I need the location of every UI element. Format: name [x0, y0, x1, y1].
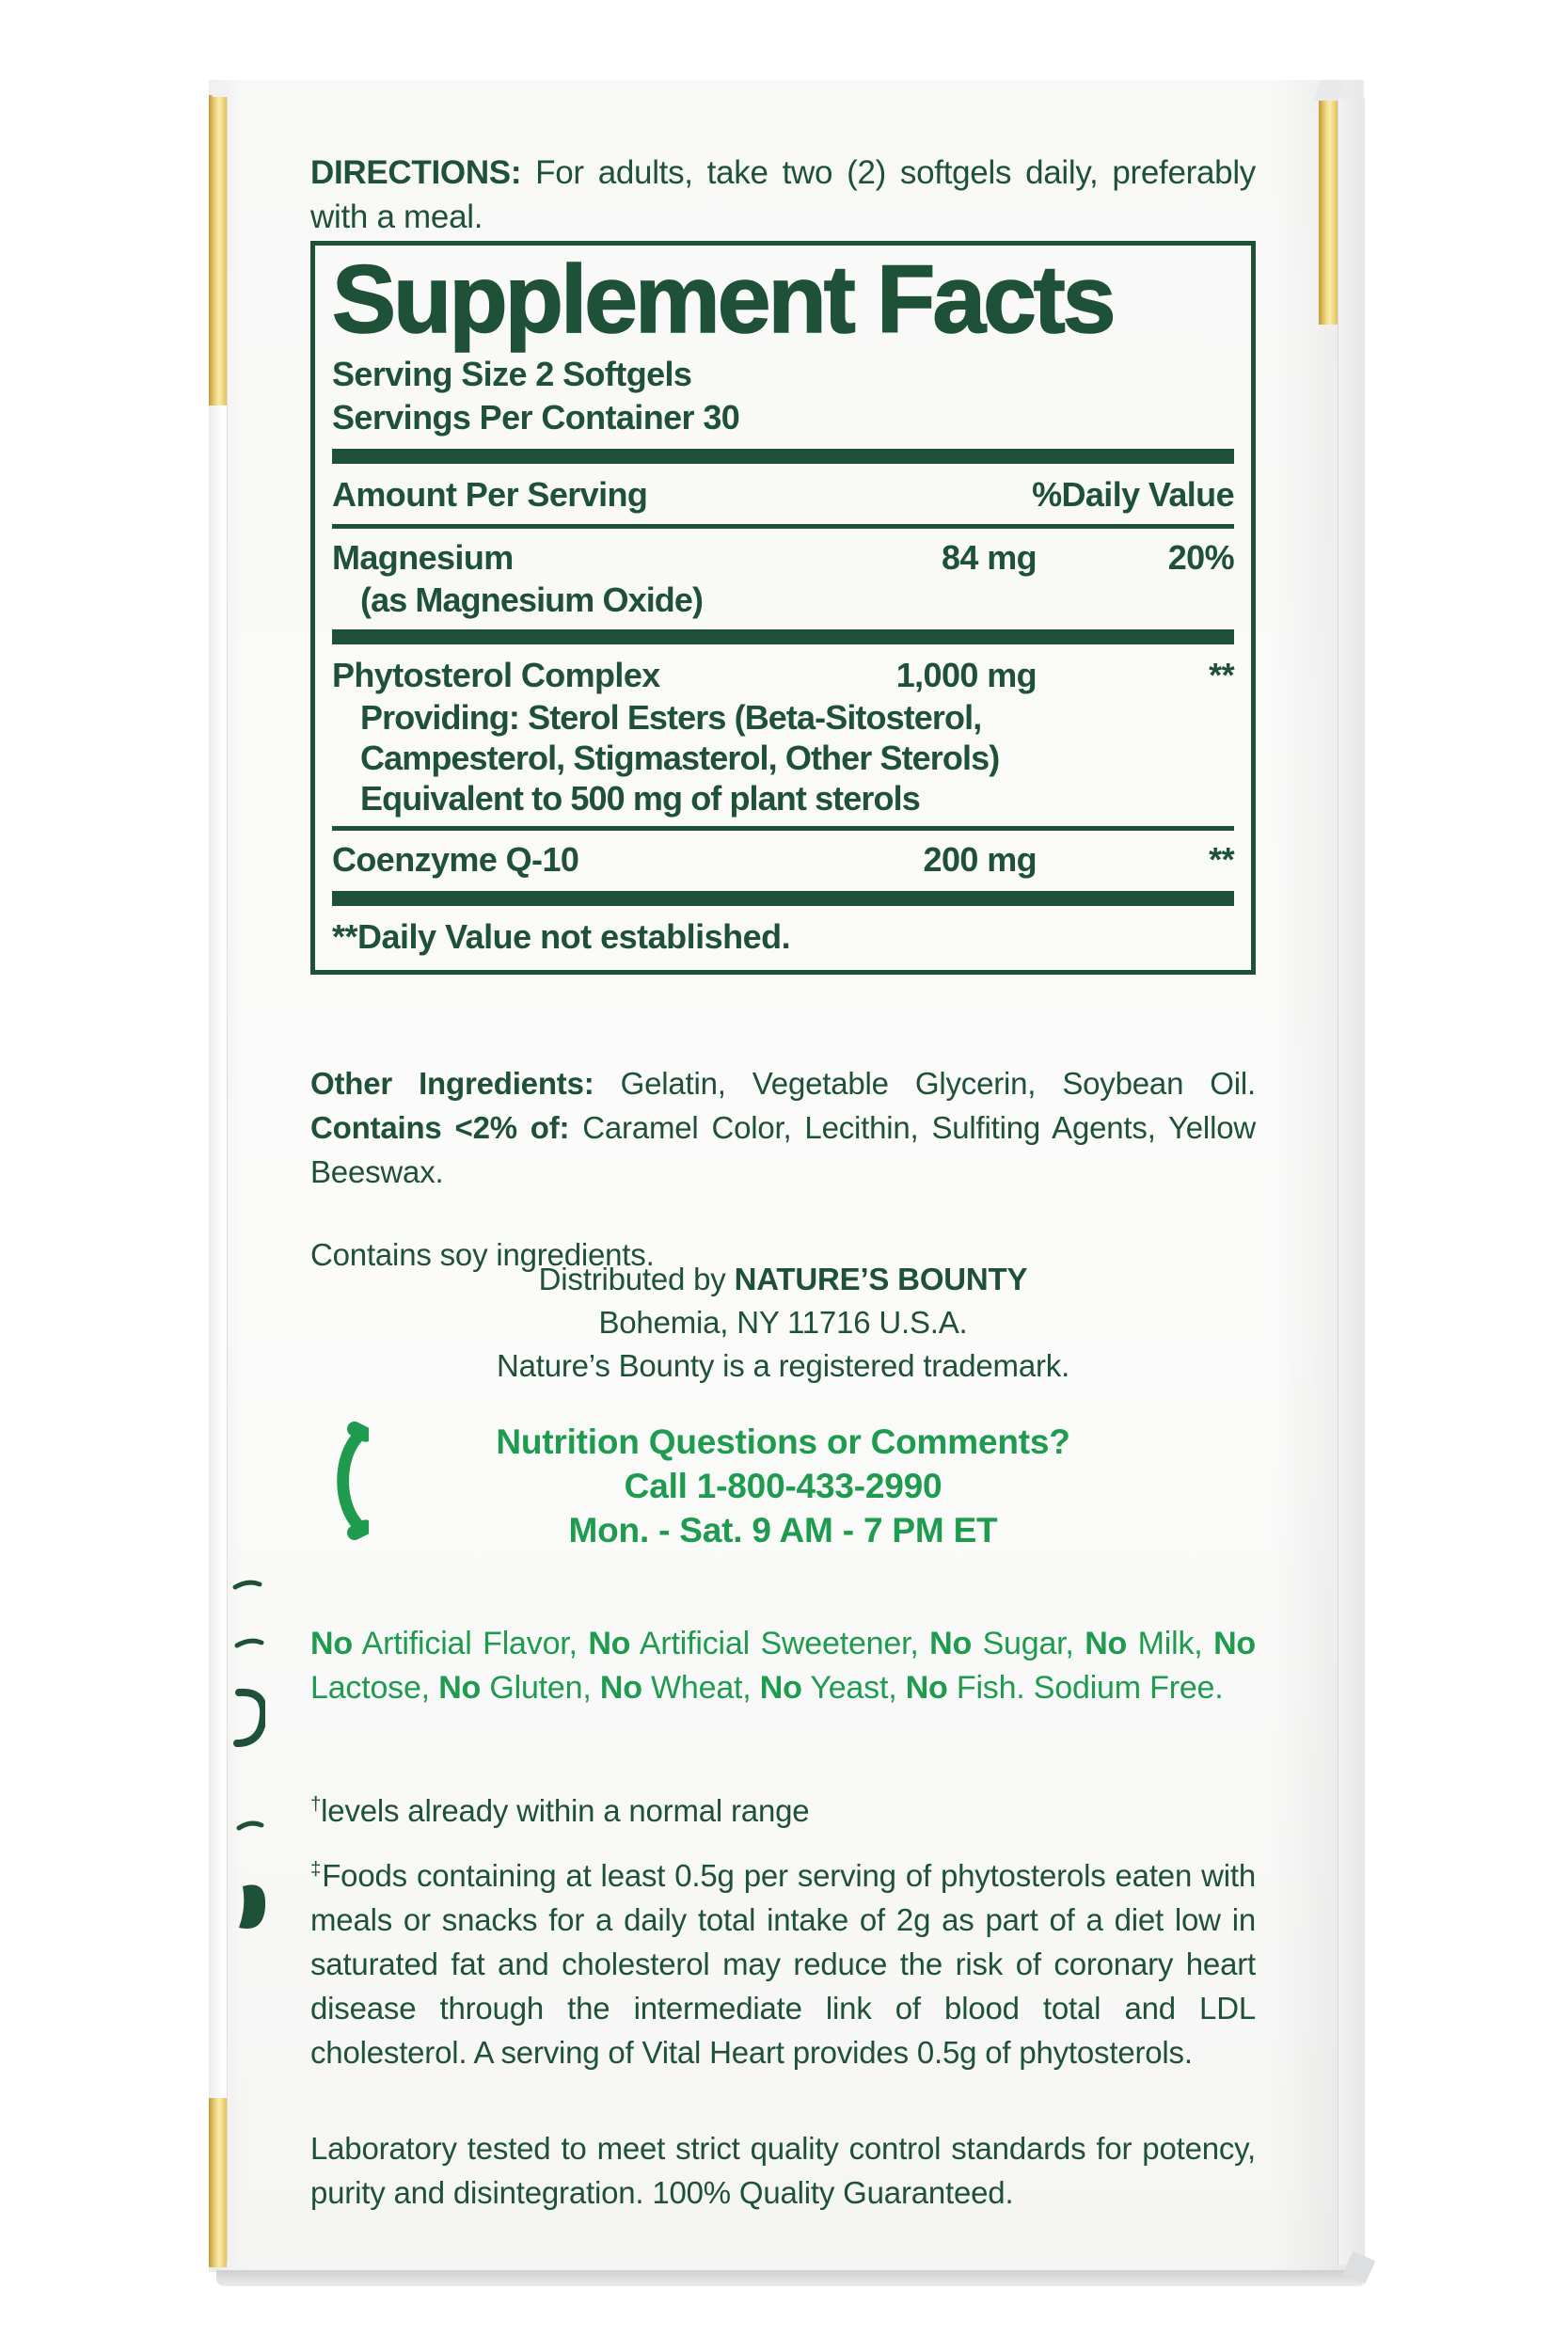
nutrient-subline: Campesterol, Stigmasterol, Other Sterols) [360, 739, 1000, 777]
claims-no: No [905, 1670, 948, 1706]
gold-foil-edge-left-top [209, 95, 227, 405]
claims-no: No [599, 1670, 642, 1706]
claims-no: No [929, 1626, 973, 1661]
product-box-back-panel [209, 80, 1364, 2272]
double-dagger-symbol: ‡ [310, 1858, 323, 1880]
contact-block [310, 1420, 1256, 1552]
other-ingredients-label: Other Ingredients: [310, 1066, 594, 1101]
claims-text: Yeast, [801, 1670, 906, 1706]
facts-header-row [332, 473, 1234, 516]
edge-print-fragments [226, 1578, 265, 1945]
contact-phone-number: Call 1-800-433-2990 [624, 1467, 942, 1505]
divider-thick [332, 891, 1234, 906]
gold-foil-edge-right-top [1319, 97, 1338, 325]
nutrient-row-phytosterol [332, 654, 1234, 697]
trademark-note: Nature’s Bounty is a registered trademark. [496, 1348, 1070, 1383]
box-corner-tip-top-left [209, 82, 231, 97]
claims-text: Wheat, [641, 1670, 760, 1706]
contact-hours: Mon. - Sat. 9 AM - 7 PM ET [568, 1511, 998, 1549]
contains-2pct-text: Caramel Color, Lecithin, Sulfiting Agents, Yellow Beeswax. [310, 1110, 1256, 1189]
divider-thick [332, 449, 1234, 464]
gold-foil-edge-left-bottom [209, 2098, 227, 2267]
nutrient-subline: Equivalent to 500 mg of plant sterols [360, 779, 920, 818]
nutrient-amount: 84 mg [941, 538, 1037, 577]
other-ingredients-text: Gelatin, Vegetable Glycerin, Soybean Oil. [594, 1066, 1256, 1101]
divider-thin [332, 524, 1234, 529]
quality-guarantee-paragraph: Laboratory tested to meet strict quality control standards for potency, purity and disintegration. 100% Quality Guaranteed. [310, 2131, 1256, 2210]
box-corner-tip-top-right [1313, 80, 1344, 101]
claims-no: No [588, 1626, 631, 1661]
box-side-face-right [1338, 99, 1365, 2265]
claims-text: Sugar, [972, 1626, 1085, 1661]
brand-name: NATURE’S BOUNTY [734, 1262, 1028, 1296]
daily-value-footnote: **Daily Value not established. [332, 917, 791, 956]
directions-label: DIRECTIONS: [310, 154, 522, 191]
directions-paragraph [310, 151, 1256, 239]
free-of-claims-paragraph [310, 1622, 1256, 1710]
claims-no: No [1085, 1626, 1128, 1661]
claims-text: Milk, [1127, 1626, 1214, 1661]
contact-question-line: Nutrition Questions or Comments? [496, 1422, 1070, 1461]
double-dagger-footnote [310, 1853, 1256, 2074]
claims-text: Fish. Sodium Free. [947, 1670, 1224, 1706]
directions-text: For adults, take two (2) softgels daily, preferably with a meal. [310, 154, 1256, 235]
soy-allergen-note: Contains soy ingredients. [310, 1237, 655, 1272]
dagger-symbol: † [310, 1793, 322, 1815]
distributor-address: Bohemia, NY 11716 U.S.A. [598, 1305, 968, 1340]
amount-per-serving-header: Amount Per Serving [332, 475, 648, 514]
box-bottom-shadow [216, 2270, 1366, 2286]
double-dagger-text: Foods containing at least 0.5g per serving of phytosterols eaten with meals or snacks for a daily total intake of 2g as part of a diet low in saturated fat and cholesterol may reduce the risk of coronary heart disease through the intermediate link of blood total and LDL cholesterol. A serving of Vital Heart provides 0.5g of phytosterols. [310, 1858, 1256, 2070]
distributor-block [310, 1258, 1256, 1388]
distributed-by-text: Distributed by [538, 1262, 735, 1296]
nutrient-subline: (as Magnesium Oxide) [360, 580, 704, 619]
servings-per-container: Servings Per Container 30 [332, 398, 740, 437]
claims-text: Gluten, [481, 1670, 600, 1706]
nutrient-name: Magnesium [332, 538, 514, 577]
nutrient-daily-value: 20% [1167, 538, 1234, 577]
nutrient-amount: 200 mg [923, 840, 1037, 879]
dagger-footnote [310, 1788, 1256, 1833]
claims-no: No [310, 1626, 353, 1661]
divider-thin [332, 826, 1234, 831]
nutrient-subline: Providing: Sterol Esters (Beta-Sitosterol, [360, 698, 982, 737]
nutrient-row-magnesium [332, 536, 1234, 580]
nutrient-name: Phytosterol Complex [332, 656, 660, 694]
divider-thick [332, 629, 1234, 644]
box-fold-edge-left [209, 405, 227, 2098]
supplement-facts-panel [310, 241, 1256, 975]
supplement-facts-title: Supplement Facts [332, 246, 1114, 353]
claims-text: Artificial Flavor, [352, 1626, 589, 1661]
nutrient-amount: 1,000 mg [895, 656, 1037, 694]
distributor-line [310, 1258, 1256, 1301]
claims-text: Lactose, [310, 1670, 439, 1706]
nutrient-daily-value: ** [1209, 656, 1234, 694]
claims-no: No [1213, 1626, 1257, 1661]
claims-no: No [759, 1670, 802, 1706]
nutrient-row-coq10 [332, 838, 1234, 882]
nutrient-daily-value: ** [1209, 840, 1234, 879]
daily-value-header: %Daily Value [1032, 475, 1234, 514]
nutrient-name: Coenzyme Q-10 [332, 840, 579, 879]
claims-no: No [438, 1670, 482, 1706]
contains-2pct-label: Contains <2% of: [310, 1110, 570, 1145]
other-ingredients-paragraph [310, 1061, 1256, 1194]
phone-handset-icon [329, 1422, 369, 1540]
dagger-text: levels already within a normal range [321, 1793, 810, 1828]
claims-text: Artificial Sweetener, [630, 1626, 930, 1661]
serving-size: Serving Size 2 Softgels [332, 355, 692, 393]
